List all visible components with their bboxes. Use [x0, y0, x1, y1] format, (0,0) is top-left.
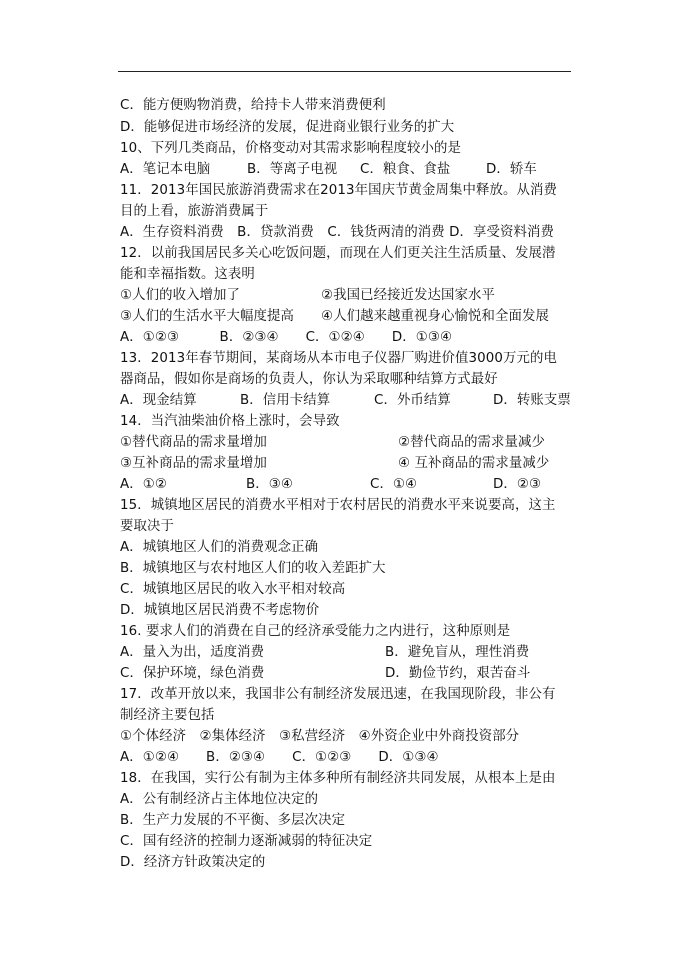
q14-item-3: ③互补商品的需求量增加 — [120, 456, 268, 471]
q10-option-a: A．笔记本电脑 — [120, 162, 211, 177]
q9-option-d: D．能够促进市场经济的发展，促进商业银行业务的扩大 — [120, 120, 455, 135]
q10-option-c: C．粮食、食盐 — [360, 162, 451, 177]
q13-option-d: D．转账支票 — [493, 393, 571, 408]
q12-items-row2 — [120, 307, 549, 327]
q14-option-a: A．①② — [120, 477, 167, 492]
q14-options — [120, 475, 542, 495]
q13-option-c: C．外币结算 — [374, 393, 451, 408]
q18-option-b: B．生产力发展的不平衡、多层次决定 — [120, 813, 346, 828]
q14-item-1: ①替代商品的需求量增加 — [120, 435, 268, 450]
q10-option-d: D．轿车 — [486, 162, 537, 177]
q16-options-row2 — [120, 664, 531, 684]
q14-item-4: ④ 互补商品的需求量减少 — [398, 456, 550, 471]
q12-item-1: ①人们的收入增加了 — [120, 288, 241, 303]
q14-option-b: B．③④ — [246, 477, 293, 492]
q14-stem: 14．当汽油柴油价格上涨时，会导致 — [120, 414, 340, 429]
q10-options — [120, 160, 537, 180]
q13-options — [120, 391, 571, 411]
q16-option-a: A．量入为出，适度消费 — [120, 645, 265, 660]
q10-option-b: B．等离子电视 — [247, 162, 338, 177]
q13-stem-line1: 13．2013年春节期间，某商场从本市电子仪器厂购进价值3000万元的电 — [120, 351, 557, 366]
q9-option-c: C．能方便购物消费，给持卡人带来消费便利 — [120, 98, 386, 113]
q18-option-d: D．经济方针政策决定的 — [120, 855, 266, 870]
q13-option-b: B．信用卡结算 — [240, 393, 331, 408]
q18-option-a: A．公有制经济占主体地位决定的 — [120, 792, 319, 807]
q10-stem: 10、下列几类商品，价格变动对其需求影响程度较小的是 — [120, 141, 462, 156]
q17-stem-line1: 17．改革开放以来，我国非公有制经济发展迅速，在我国现阶段，非公有 — [120, 687, 556, 702]
q18-stem: 18．在我国，实行公有制为主体多种所有制经济共同发展，从根本上是由 — [120, 771, 556, 786]
q12-item-4: ④人们越来越重视身心愉悦和全面发展 — [321, 309, 549, 324]
q17-options: A．①②④ B．②③④ C．①②③ D．①③④ — [120, 750, 439, 765]
q11-stem-line2: 目的上看，旅游消费属于 — [120, 204, 269, 219]
q16-option-b: B．避免盲从，理性消费 — [385, 645, 530, 660]
q16-option-c: C．保护环境，绿色消费 — [120, 666, 265, 681]
q11-stem-line1: 11．2013年国民旅游消费需求在2013年国庆节黄金周集中释放。从消费 — [120, 183, 557, 198]
q15-stem-line1: 15．城镇地区居民的消费水平相对于农村居民的消费水平来说要高，这主 — [120, 498, 556, 513]
q15-option-a: A．城镇地区人们的消费观念正确 — [120, 540, 319, 555]
q11-options: A．生存资料消费 B．贷款消费 C．钱货两清的消费 D．享受资料消费 — [120, 225, 554, 240]
q16-option-d: D．勤俭节约，艰苦奋斗 — [385, 666, 531, 681]
q18-option-c: C．国有经济的控制力逐渐减弱的特征决定 — [120, 834, 373, 849]
q12-stem-line2: 能和幸福指数。这表明 — [120, 267, 255, 282]
q15-option-c: C．城镇地区居民的收入水平相对较高 — [120, 582, 346, 597]
q17-stem-line2: 制经济主要包括 — [120, 708, 215, 723]
q12-stem-line1: 12．以前我国居民多关心吃饭问题，而现在人们更关注生活质量、发展潜 — [120, 246, 556, 261]
q14-items-row1 — [120, 433, 546, 453]
q12-item-3: ③人们的生活水平大幅度提高 — [120, 309, 294, 324]
q14-items-row2 — [120, 454, 550, 474]
q15-stem-line2: 要取决于 — [120, 519, 174, 534]
q12-items-row1 — [120, 286, 495, 306]
q12-item-2: ②我国已经接近发达国家水平 — [321, 288, 495, 303]
q14-item-2: ②替代商品的需求量减少 — [398, 435, 546, 450]
q16-stem: 16. 要求人们的消费在自己的经济承受能力之内进行，这种原则是 — [120, 624, 511, 639]
q15-option-b: B．城镇地区与农村地区人们的收入差距扩大 — [120, 561, 386, 576]
q13-stem-line2: 器商品，假如你是商场的负责人，你认为采取哪种结算方式最好 — [120, 372, 498, 387]
q17-items: ①个体经济 ②集体经济 ③私营经济 ④外资企业中外商投资部分 — [120, 729, 520, 744]
header-rule — [118, 71, 571, 72]
q13-option-a: A．现金结算 — [120, 393, 197, 408]
q16-options-row1 — [120, 643, 530, 663]
q15-option-d: D．城镇地区居民消费不考虑物价 — [120, 603, 320, 618]
q14-option-d: D．②③ — [493, 477, 542, 492]
q14-option-c: C．①④ — [370, 477, 418, 492]
q12-options: A．①②③ B．②③④ C．①②④ D．①③④ — [120, 330, 453, 345]
